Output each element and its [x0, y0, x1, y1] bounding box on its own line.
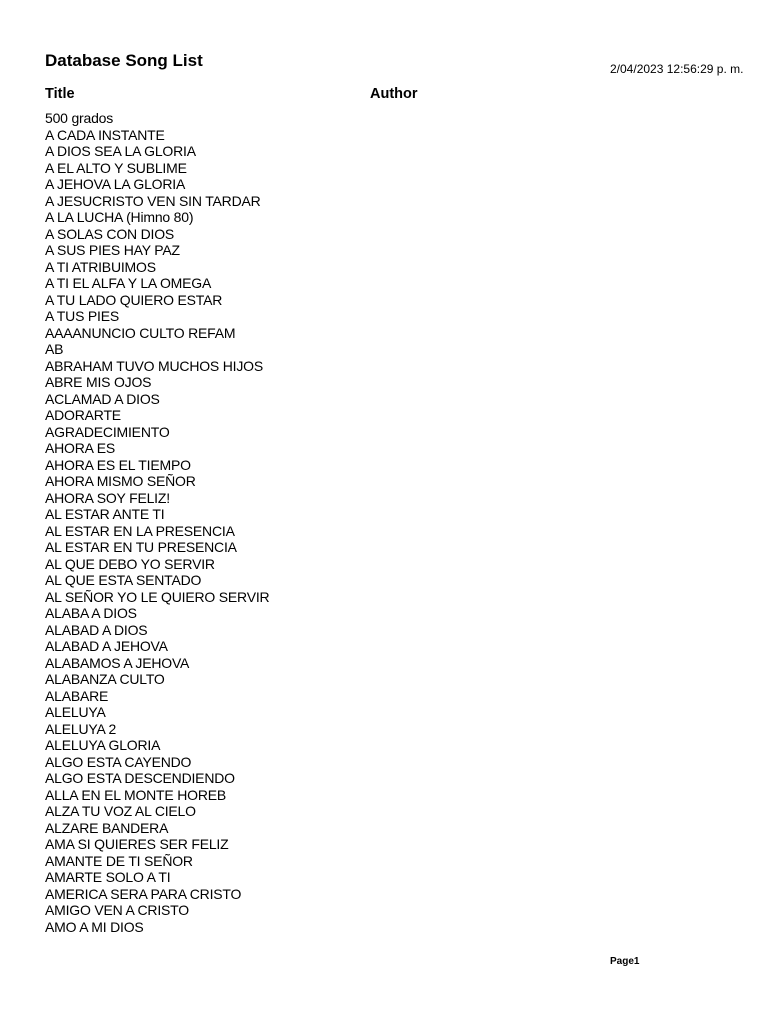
column-header-author: Author — [370, 86, 418, 102]
song-list — [45, 110, 269, 935]
song-list-item: AL ESTAR EN LA PRESENCIA — [45, 522, 235, 539]
song-list-item: A DIOS SEA LA GLORIA — [45, 143, 196, 159]
song-list-item: AGRADECIMIENTO — [45, 423, 170, 440]
song-list-item: AMARTE SOLO A TI — [45, 869, 171, 885]
song-list-item: AL ESTAR ANTE TI — [45, 506, 165, 522]
song-list-item: ALELUYA GLORIA — [45, 737, 161, 753]
song-list-item: ALZARE BANDERA — [45, 819, 169, 836]
song-list-item: AL SEÑOR YO LE QUIERO SERVIR — [45, 588, 270, 605]
song-list-item: ALGO ESTA CAYENDO — [45, 753, 192, 770]
song-list-item: ALABAD A DIOS — [45, 621, 148, 638]
song-list-item: ALABA A DIOS — [45, 605, 137, 621]
song-list-item: AMIGO VEN A CRISTO — [45, 902, 189, 918]
song-list-item: AHORA ES EL TIEMPO — [45, 456, 191, 473]
song-list-item: ALELUYA — [45, 704, 106, 720]
song-list-item: AHORA ES — [45, 440, 115, 456]
song-list-item: A EL ALTO Y SUBLIME — [45, 159, 187, 176]
song-list-item: AMERICA SERA PARA CRISTO — [45, 885, 242, 902]
song-list-item: 500 grados — [45, 110, 114, 126]
song-list-item: ABRAHAM TUVO MUCHOS HIJOS — [45, 357, 263, 374]
song-list-item: A LA LUCHA (Himno 80) — [45, 209, 194, 225]
song-list-item: AL QUE ESTA SENTADO — [45, 572, 202, 588]
song-list-item: AHORA MISMO SEÑOR — [45, 473, 196, 489]
column-header-title: Title — [45, 86, 75, 102]
song-list-item: AMANTE DE TI SEÑOR — [45, 852, 193, 869]
song-list-item: AL ESTAR EN TU PRESENCIA — [45, 539, 237, 555]
song-list-item: ALLA EN EL MONTE HOREB — [45, 786, 227, 803]
song-list-item: AL QUE DEBO YO SERVIR — [45, 555, 215, 572]
song-list-item: AB — [45, 341, 64, 357]
song-list-item: A SUS PIES HAY PAZ — [45, 242, 180, 258]
song-list-item: ADORARTE — [45, 407, 121, 423]
song-list-item: ALELUYA 2 — [45, 720, 117, 737]
song-list-item: A SOLAS CON DIOS — [45, 225, 175, 242]
song-list-item: ALZA TU VOZ AL CIELO — [45, 803, 196, 819]
song-list-item: AHORA SOY FELIZ! — [45, 489, 170, 506]
report-timestamp: 2/04/2023 12:56:29 p. m. — [610, 62, 744, 76]
song-list-item: A JESUCRISTO VEN SIN TARDAR — [45, 192, 261, 209]
report-title: Database Song List — [45, 51, 203, 70]
song-list-item: ALABARE — [45, 687, 109, 704]
song-list-item: ALABAMOS A JEHOVA — [45, 654, 190, 671]
song-list-item: ALABANZA CULTO — [45, 671, 165, 687]
song-list-item: AAAANUNCIO CULTO REFAM — [45, 324, 236, 341]
song-list-item: A TI EL ALFA Y LA OMEGA — [45, 275, 212, 291]
song-list-item: ALABAD A JEHOVA — [45, 638, 168, 654]
song-list-item: A TI ATRIBUIMOS — [45, 258, 156, 275]
song-list-item: ABRE MIS OJOS — [45, 374, 152, 390]
song-list-item: AMA SI QUIERES SER FELIZ — [45, 836, 229, 852]
song-list-item: A TU LADO QUIERO ESTAR — [45, 291, 223, 308]
page-number: Page1 — [610, 956, 640, 967]
song-list-item: A TUS PIES — [45, 308, 119, 324]
song-list-item: A JEHOVA LA GLORIA — [45, 176, 186, 192]
song-list-item: A CADA INSTANTE — [45, 126, 165, 143]
song-list-item: ALGO ESTA DESCENDIENDO — [45, 770, 235, 786]
song-list-item: ACLAMAD A DIOS — [45, 390, 160, 407]
song-list-item: AMO A MI DIOS — [45, 918, 144, 935]
